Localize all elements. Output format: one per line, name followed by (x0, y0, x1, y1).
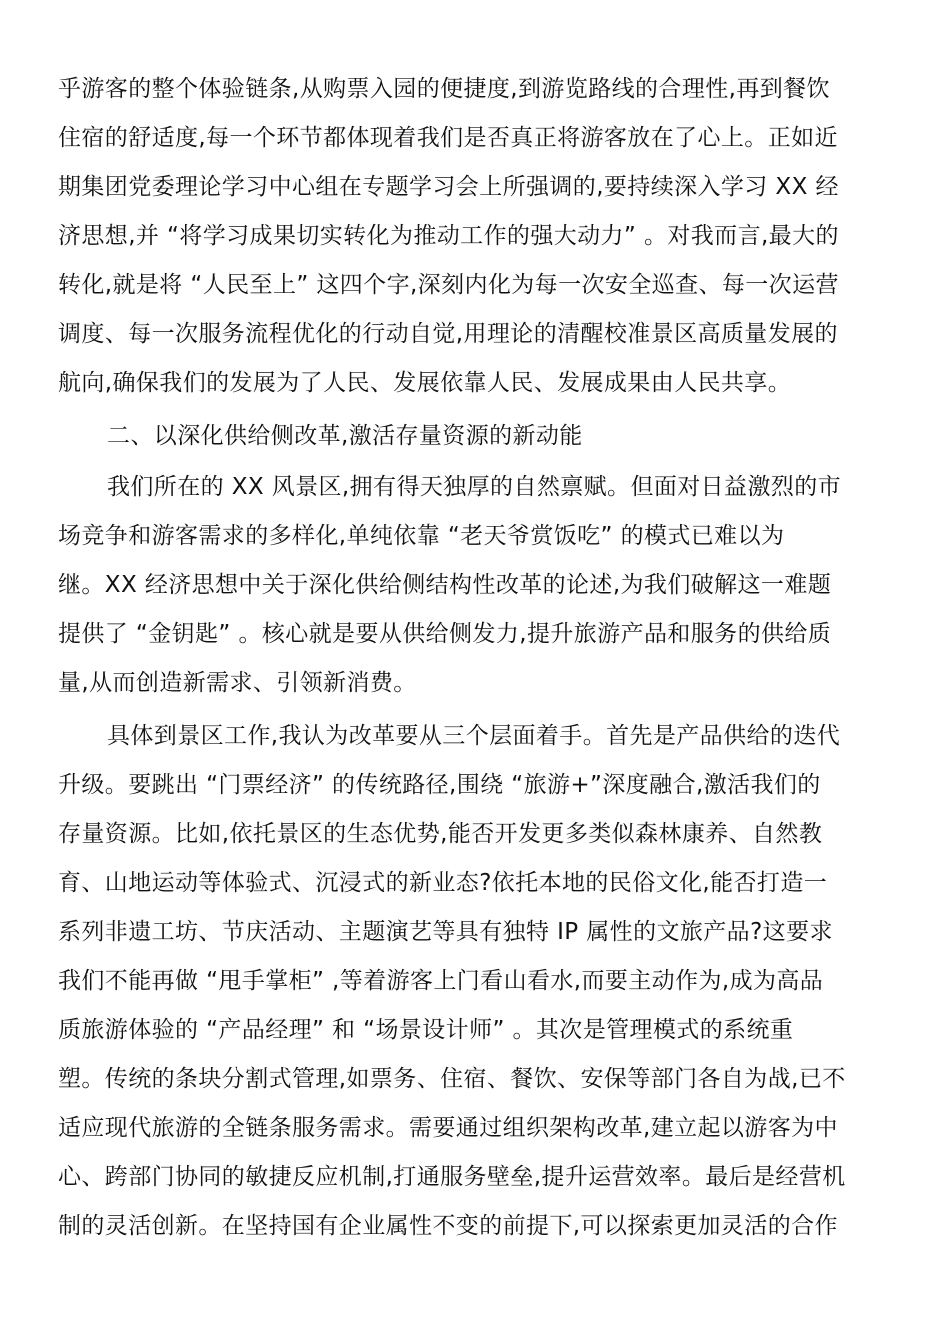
text-line: 住宿的舒适度,每一个环节都体现着我们是否真正将游客放在了心上。正如近 (58, 125, 838, 151)
text-line: 场竞争和游客需求的多样化,单纯依靠 “老天爷赏饭吃” 的模式已难以为 (58, 523, 785, 549)
text-line: 期集团党委理论学习中心组在专题学习会上所强调的,要持续深入学习 XX 经 (58, 174, 839, 200)
text-line: 存量资源。比如,依托景区的生态优势,能否开发更多类似森林康养、自然教 (58, 821, 823, 847)
text-line: 继。XX 经济思想中关于深化供给侧结构性改革的论述,为我们破解这一难题 (58, 572, 832, 598)
paragraph-first-line: 具体到景区工作,我认为改革要从三个层面着手。首先是产品供给的迭代 (107, 723, 841, 749)
text-line: 质旅游体验的 “产品经理” 和 “场景设计师” 。其次是管理模式的系统重 (58, 1017, 794, 1043)
text-line: 提供了 “金钥匙” 。核心就是要从供给侧发力,提升旅游产品和服务的供给质 (58, 621, 832, 647)
text-line: 乎游客的整个体验链条,从购票入园的便捷度,到游览路线的合理性,再到餐饮 (58, 76, 830, 102)
text-line: 我们不能再做 “甩手掌柜” ,等着游客上门看山看水,而要主动作为,成为高品 (58, 968, 824, 994)
text-line: 塑。传统的条块分割式管理,如票务、住宿、餐饮、安保等部门各自为战,已不 (58, 1066, 846, 1092)
section-heading: 二、以深化供给侧改革,激活存量资源的新动能 (107, 423, 583, 449)
text-line: 济思想,并 “将学习成果切实转化为推动工作的强大动力” 。对我而言,最大的 (58, 223, 839, 249)
text-line: 心、跨部门协同的敏捷反应机制,打通服务壁垒,提升运营效率。最后是经营机 (58, 1164, 846, 1190)
text-line: 调度、每一次服务流程优化的行动自觉,用理论的清醒校准景区高质量发展的 (58, 321, 838, 347)
paragraph-first-line: 我们所在的 XX 风景区,拥有得天独厚的自然禀赋。但面对日益激烈的市 (107, 474, 842, 500)
text-line: 量,从而创造新需求、引领新消费。 (58, 670, 417, 696)
text-line: 制的灵活创新。在坚持国有企业属性不变的前提下,可以探索更加灵活的合作 (58, 1213, 838, 1239)
text-line: 升级。要跳出 “门票经济” 的传统路径,围绕 “旅游+”深度融合,激活我们的 (58, 772, 821, 798)
text-line: 航向,确保我们的发展为了人民、发展依靠人民、发展成果由人民共享。 (58, 370, 792, 396)
text-line: 系列非遗工坊、节庆活动、主题演艺等具有独特 IP 属性的文旅产品?这要求 (58, 919, 833, 945)
text-line: 育、山地运动等体验式、沉浸式的新业态?依托本地的民俗文化,能否打造一 (58, 870, 828, 896)
text-line: 适应现代旅游的全链条服务需求。需要通过组织架构改革,建立起以游客为中 (58, 1115, 838, 1141)
text-line: 转化,就是将 “人民至上” 这四个字,深刻内化为每一次安全巡查、每一次运营 (58, 272, 839, 298)
